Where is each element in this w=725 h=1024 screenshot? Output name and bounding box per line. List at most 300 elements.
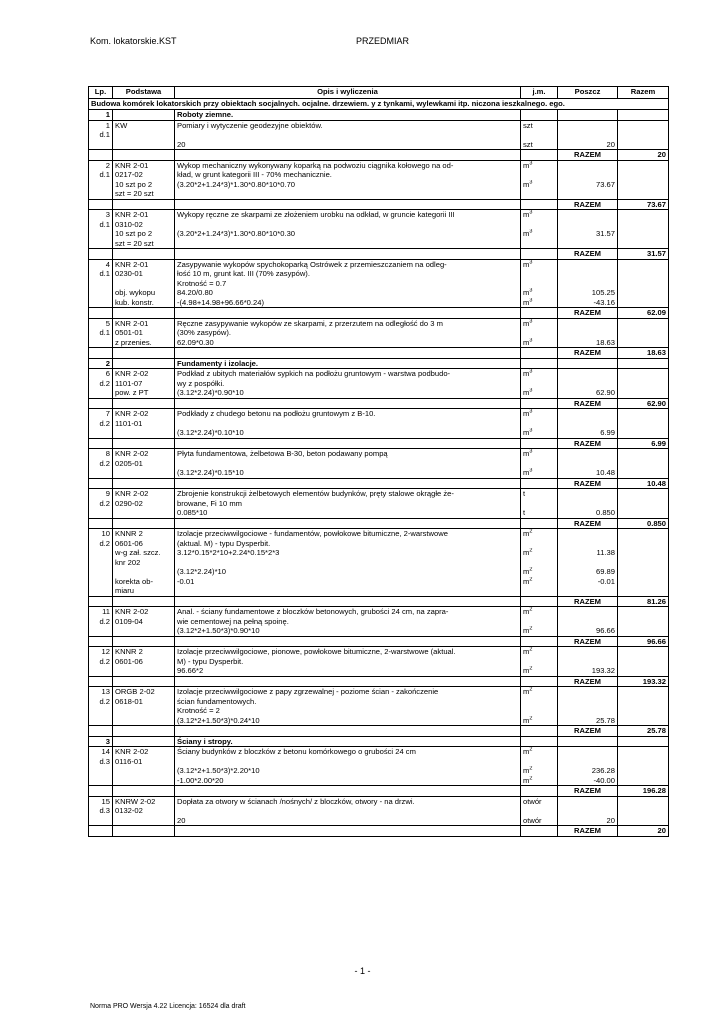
razem-row xyxy=(89,518,669,529)
col-jm: j.m. xyxy=(521,87,558,99)
item-lp xyxy=(89,796,113,826)
cell-line xyxy=(560,706,615,716)
item-lp xyxy=(89,687,113,726)
cell-line xyxy=(115,567,172,577)
razem-value: 25.78 xyxy=(618,726,669,737)
razem-value: 18.63 xyxy=(618,348,669,359)
cell-line: (3.20*2+1.24*3)*1.30*0.80*10*0.70 xyxy=(177,179,296,189)
razem-empty-cell xyxy=(89,398,113,409)
table-row xyxy=(89,160,669,199)
section-row xyxy=(89,110,669,121)
cell-line: (3.12*2.24)*0.15*10 xyxy=(177,468,244,477)
razem-row xyxy=(89,676,669,687)
cell-line xyxy=(560,379,615,389)
cell-line xyxy=(115,468,172,478)
cell-line: 5 xyxy=(105,318,110,328)
razem-label: RAZEM xyxy=(558,636,618,647)
cell-line: d.2 xyxy=(99,538,110,548)
razem-row xyxy=(89,308,669,319)
item-lp xyxy=(89,259,113,308)
razem-label: RAZEM xyxy=(558,596,618,607)
item-opis xyxy=(175,409,521,439)
cell-line xyxy=(523,379,555,389)
cell-line: $m^3$ xyxy=(523,259,533,269)
cell-line: 96.66 xyxy=(595,626,615,635)
cell-line: Podkład z ubitych materiałów sypkich na podłożu gruntowym - warstwa podbudo- xyxy=(177,369,451,378)
razem-empty-cell xyxy=(89,308,113,319)
cell-line xyxy=(560,757,615,767)
cell-line: 96.66*2 xyxy=(177,666,204,675)
item-poszcz xyxy=(558,489,618,519)
item-podstawa xyxy=(113,318,175,348)
section-name: Fundamenty i izolacje. xyxy=(175,358,521,369)
item-lp xyxy=(89,489,113,519)
cell-line: 6 xyxy=(105,369,110,378)
section-podstawa xyxy=(113,736,175,747)
cell-line: korekta ob- xyxy=(115,576,153,586)
cell-line: $m^3$ xyxy=(523,229,533,238)
cell-line: -(4.98+14.98+96.66*0.24) xyxy=(177,297,264,307)
razem-empty-cell xyxy=(113,636,175,647)
razem-empty-cell xyxy=(113,596,175,607)
cell-line xyxy=(523,499,555,509)
razem-empty-cell xyxy=(521,596,558,607)
razem-row xyxy=(89,636,669,647)
item-poszcz xyxy=(558,369,618,399)
cell-line: $m^3$ xyxy=(523,288,533,297)
item-jm xyxy=(521,529,558,597)
cell-line: w-g zał. szcz. xyxy=(115,548,161,557)
item-jm xyxy=(521,607,558,637)
cell-line xyxy=(523,697,555,707)
razem-empty-cell xyxy=(521,438,558,449)
cell-line xyxy=(560,687,615,697)
item-jm xyxy=(521,409,558,439)
item-razem-empty xyxy=(618,160,669,199)
razem-empty-cell xyxy=(113,249,175,260)
razem-empty-cell xyxy=(113,676,175,687)
item-jm xyxy=(521,120,558,150)
razem-empty-cell xyxy=(89,478,113,489)
cell-line xyxy=(523,279,555,289)
razem-row xyxy=(89,199,669,210)
cell-line xyxy=(560,806,615,816)
razem-value: 20 xyxy=(618,150,669,161)
table-row xyxy=(89,747,669,786)
item-podstawa xyxy=(113,210,175,249)
cell-line: pow. z PT xyxy=(115,388,149,397)
item-podstawa xyxy=(113,489,175,519)
cell-line: d.1 xyxy=(99,170,110,179)
razem-empty-cell xyxy=(113,826,175,837)
cell-line: kład, w grunt kategorii III - 70% mechanicznie. xyxy=(177,170,332,179)
cell-line: $m^3$ xyxy=(523,179,533,189)
razem-empty-cell xyxy=(89,348,113,359)
cell-line: 84.20/0.80 xyxy=(177,288,213,297)
razem-value: 31.57 xyxy=(618,249,669,260)
cell-line xyxy=(177,459,518,469)
cell-line xyxy=(115,626,172,636)
cell-line xyxy=(560,220,615,230)
item-lp xyxy=(89,160,113,199)
razem-label: RAZEM xyxy=(558,398,618,409)
cell-line: $m^2$ xyxy=(523,766,533,775)
section-poszcz xyxy=(558,110,618,121)
cell-line: KNNR 2 xyxy=(115,647,143,656)
razem-empty-cell xyxy=(175,150,521,161)
cell-line: d.2 xyxy=(99,696,110,706)
cell-line: $m^3$ xyxy=(523,428,533,437)
item-lp xyxy=(89,120,113,150)
cell-line xyxy=(560,269,615,279)
cell-line xyxy=(560,369,615,379)
razem-empty-cell xyxy=(89,826,113,837)
cell-line: d.2 xyxy=(99,458,110,468)
cell-line: knr 202 xyxy=(115,557,141,567)
razem-value: 0.850 xyxy=(618,518,669,529)
table-body xyxy=(89,99,669,837)
cell-line: $m^2$ xyxy=(523,666,533,675)
cell-line xyxy=(560,489,615,499)
cell-line: d.2 xyxy=(99,616,110,626)
cell-line: $m^2$ xyxy=(523,747,533,756)
cell-line xyxy=(560,279,615,289)
cell-line xyxy=(523,586,555,596)
cell-line: $m^3$ xyxy=(523,468,533,477)
cell-line: otwór xyxy=(523,796,542,806)
cell-line: (3.12*2.24)*0.90*10 xyxy=(177,388,244,397)
cell-line: 1 xyxy=(105,120,110,130)
table-row xyxy=(89,449,669,479)
razem-empty-cell xyxy=(89,676,113,687)
cell-line: -0.01 xyxy=(177,576,195,586)
razem-empty-cell xyxy=(175,438,521,449)
cell-line: 0230-01 xyxy=(115,269,143,278)
cell-line xyxy=(560,161,615,171)
cell-line: szt = 20 szt xyxy=(115,238,154,248)
cell-line: 73.67 xyxy=(595,179,615,189)
item-lp xyxy=(89,318,113,348)
cell-line: 18.63 xyxy=(595,337,615,347)
cell-line: 4 xyxy=(105,259,110,269)
table-row xyxy=(89,687,669,726)
razem-label: RAZEM xyxy=(558,518,618,529)
section-poszcz xyxy=(558,736,618,747)
cell-line: d.2 xyxy=(99,378,110,388)
cell-line: 0205-01 xyxy=(115,458,143,468)
table-row xyxy=(89,120,669,150)
cell-line: Ręczne zasypywanie wykopów ze skarpami, z przerzutem na odległość do 3 m xyxy=(177,318,443,328)
cell-line: 13 xyxy=(101,687,110,696)
cell-line: 0132-02 xyxy=(115,806,143,815)
item-poszcz xyxy=(558,409,618,439)
razem-label: RAZEM xyxy=(558,438,618,449)
cell-line: -43.16 xyxy=(593,297,615,307)
cell-line: 0501-01 xyxy=(115,328,143,337)
item-razem-empty xyxy=(618,529,669,597)
item-jm xyxy=(521,259,558,308)
cell-line: KNR 2-01 xyxy=(115,259,149,269)
cell-line: $m^2$ xyxy=(523,626,533,635)
razem-empty-cell xyxy=(175,726,521,737)
cell-line: KNR 2-02 xyxy=(115,409,149,418)
cell-line: 20 xyxy=(606,139,615,149)
razem-empty-cell xyxy=(89,636,113,647)
item-opis xyxy=(175,489,521,519)
cell-line xyxy=(560,459,615,469)
razem-label: RAZEM xyxy=(558,199,618,210)
razem-row xyxy=(89,398,669,409)
razem-empty-cell xyxy=(89,726,113,737)
item-razem-empty xyxy=(618,607,669,637)
section-name: Roboty ziemne. xyxy=(175,110,521,121)
cell-line: 0116-01 xyxy=(115,756,143,766)
cell-line: d.3 xyxy=(99,806,110,815)
cell-line xyxy=(523,269,555,279)
item-podstawa xyxy=(113,796,175,826)
cell-line xyxy=(523,419,555,429)
razem-empty-cell xyxy=(113,438,175,449)
cell-line: $m^2$ xyxy=(523,548,533,557)
cell-line: (3.20*2+1.24*3)*1.30*0.80*10*0.30 xyxy=(177,229,296,238)
razem-row xyxy=(89,478,669,489)
razem-empty-cell xyxy=(89,786,113,797)
razem-empty-cell xyxy=(113,150,175,161)
cell-line: Izolacje przeciwwilgociowe - fundamentów, powłokowe bitumiczne, 2-warstwowe xyxy=(177,529,448,538)
cell-line: Krotność = 0.7 xyxy=(177,278,227,288)
razem-label: RAZEM xyxy=(558,676,618,687)
table-row xyxy=(89,369,669,399)
page-number: - 1 - xyxy=(354,966,371,976)
item-opis xyxy=(175,747,521,786)
item-podstawa xyxy=(113,449,175,479)
cell-line: 6.99 xyxy=(600,428,615,437)
cell-line: $m^3$ xyxy=(523,210,533,219)
cell-line: KNNR 2 xyxy=(115,529,143,538)
cell-line: 0217-02 xyxy=(115,170,143,179)
razem-value: 196.28 xyxy=(618,786,669,797)
item-podstawa xyxy=(113,747,175,786)
item-jm xyxy=(521,747,558,786)
cell-line xyxy=(560,647,615,657)
razem-empty-cell xyxy=(521,726,558,737)
cell-line: $m^3$ xyxy=(523,449,533,458)
cell-line: 10 szt po 2 xyxy=(115,229,153,238)
cell-line: 0.085*10 xyxy=(177,508,208,517)
section-jm xyxy=(521,736,558,747)
cell-line: Krotność = 2 xyxy=(177,706,220,715)
cell-line: 0290-02 xyxy=(115,498,143,508)
item-lp xyxy=(89,647,113,677)
cell-line xyxy=(115,130,172,140)
cell-line xyxy=(523,617,555,627)
item-razem-empty xyxy=(618,409,669,439)
cell-line: 3 xyxy=(105,210,110,219)
razem-empty-cell xyxy=(89,249,113,260)
cell-line: $m^2$ xyxy=(523,775,533,785)
item-podstawa xyxy=(113,259,175,308)
cell-line: 8 xyxy=(105,449,110,458)
razem-empty-cell xyxy=(175,676,521,687)
przedmiar-table xyxy=(88,86,669,837)
item-razem-empty xyxy=(618,796,669,826)
cell-line: 31.57 xyxy=(595,229,615,238)
cell-line: d.1 xyxy=(99,269,110,278)
cell-line: łość 10 m, grunt kat. III (70% zasypów). xyxy=(177,269,310,278)
cell-line: $m^2$ xyxy=(523,715,533,725)
cell-line: 1101-01 xyxy=(115,418,143,428)
razem-empty-cell xyxy=(521,636,558,647)
cell-line xyxy=(115,776,172,786)
razem-row xyxy=(89,826,669,837)
razem-empty-cell xyxy=(175,348,521,359)
cell-line: (3.12*2+1.50*3)*0.24*10 xyxy=(177,715,260,725)
cell-line: KNR 2-01 xyxy=(115,210,149,219)
col-lp: Lp. xyxy=(89,87,113,99)
razem-label: RAZEM xyxy=(558,786,618,797)
section-razem xyxy=(618,736,669,747)
cell-line: $m^3$ xyxy=(523,337,533,347)
item-razem-empty xyxy=(618,687,669,726)
cell-line xyxy=(560,539,615,549)
item-poszcz xyxy=(558,318,618,348)
cell-line xyxy=(560,617,615,627)
item-podstawa xyxy=(113,409,175,439)
item-opis xyxy=(175,210,521,249)
cell-line: 193.32 xyxy=(591,666,615,675)
cell-line: szt xyxy=(523,139,533,149)
item-razem-empty xyxy=(618,210,669,249)
cell-line xyxy=(560,797,615,807)
cell-line xyxy=(560,319,615,329)
cell-line: 10.48 xyxy=(595,468,615,477)
item-razem-empty xyxy=(618,489,669,519)
cell-line: Izolacje przeciwwilgociowe z papy zgrzewalnej - poziome ścian - zakończenie xyxy=(177,687,439,696)
cell-line: KNR 2-01 xyxy=(115,160,149,170)
section-jm xyxy=(521,358,558,369)
razem-row xyxy=(89,348,669,359)
razem-empty-cell xyxy=(175,518,521,529)
col-razem: Razem xyxy=(618,87,669,99)
item-lp xyxy=(89,210,113,249)
razem-empty-cell xyxy=(521,786,558,797)
cell-line: KNR 2-02 xyxy=(115,489,149,498)
section-number: 3 xyxy=(89,736,113,747)
cell-line xyxy=(523,757,555,767)
razem-empty-cell xyxy=(521,150,558,161)
cell-line xyxy=(560,328,615,338)
item-opis xyxy=(175,120,521,150)
item-jm xyxy=(521,160,558,199)
section-poszcz xyxy=(558,358,618,369)
item-jm xyxy=(521,489,558,519)
cell-line xyxy=(523,189,555,199)
cell-line: 236.28 xyxy=(591,766,615,775)
razem-empty-cell xyxy=(521,249,558,260)
cell-line xyxy=(523,706,555,716)
cell-line xyxy=(560,419,615,429)
cell-line xyxy=(523,328,555,338)
cell-line xyxy=(560,697,615,707)
razem-value: 193.32 xyxy=(618,676,669,687)
cell-line: 2 xyxy=(105,160,110,170)
cell-line xyxy=(523,170,555,180)
razem-empty-cell xyxy=(521,398,558,409)
item-podstawa xyxy=(113,687,175,726)
cell-line: otwór xyxy=(523,815,542,825)
cell-line: 20 xyxy=(606,815,615,825)
cell-line: 20 xyxy=(177,139,186,149)
cell-line xyxy=(177,419,518,429)
razem-empty-cell xyxy=(521,348,558,359)
cell-line: 12 xyxy=(101,647,110,656)
cell-line: (3.12*2+1.50*3)*2.20*10 xyxy=(177,766,260,775)
cell-line xyxy=(177,806,518,816)
cell-line: ORGB 2-02 xyxy=(115,687,155,696)
cell-line xyxy=(177,220,518,230)
section-podstawa xyxy=(113,110,175,121)
cell-line: $m^2$ xyxy=(523,576,533,586)
cell-line: 0601-06 xyxy=(115,538,143,548)
item-poszcz xyxy=(558,120,618,150)
cell-line xyxy=(560,558,615,568)
cell-line: wy z pospółki. xyxy=(177,378,225,388)
cell-line: KNR 2-02 xyxy=(115,747,149,756)
cell-line: M) - typu Dysperbit. xyxy=(177,656,244,666)
item-poszcz xyxy=(558,747,618,786)
cell-line: -0.01 xyxy=(597,576,615,586)
section-number: 1 xyxy=(89,110,113,121)
item-podstawa xyxy=(113,647,175,677)
razem-label: RAZEM xyxy=(558,308,618,319)
cell-line: 1101-07 xyxy=(115,378,143,388)
cell-line: -40.00 xyxy=(593,775,615,785)
cell-line: 9 xyxy=(105,489,110,498)
cell-line: wie cementowej na pełną spoinę. xyxy=(177,616,289,626)
cell-line: d.2 xyxy=(99,656,110,666)
item-jm xyxy=(521,647,558,677)
cell-line xyxy=(523,459,555,469)
razem-value: 73.67 xyxy=(618,199,669,210)
razem-empty-cell xyxy=(521,478,558,489)
cell-line: 10 szt po 2 xyxy=(115,179,153,189)
cell-line xyxy=(560,121,615,131)
cell-line xyxy=(115,140,172,150)
razem-empty-cell xyxy=(113,478,175,489)
razem-label: RAZEM xyxy=(558,348,618,359)
razem-empty-cell xyxy=(175,786,521,797)
item-razem-empty xyxy=(618,369,669,399)
cell-line: miaru xyxy=(115,586,134,595)
razem-empty-cell xyxy=(175,478,521,489)
razem-empty-cell xyxy=(89,199,113,210)
razem-label: RAZEM xyxy=(558,478,618,489)
item-lp xyxy=(89,607,113,637)
razem-value: 62.09 xyxy=(618,308,669,319)
project-title-row xyxy=(89,99,669,110)
cell-line xyxy=(523,239,555,249)
cell-line: Płyta fundamentowa, żelbetowa B-30, beton podawany pompą xyxy=(177,449,388,458)
cell-line: kub. konstr. xyxy=(115,297,154,307)
item-poszcz xyxy=(558,449,618,479)
cell-line xyxy=(560,409,615,419)
cell-line: KNR 2-02 xyxy=(115,369,149,378)
item-lp xyxy=(89,449,113,479)
cell-line: KW xyxy=(115,120,128,130)
cell-line: -1.00*2.00*20 xyxy=(177,775,224,785)
item-poszcz xyxy=(558,210,618,249)
section-name: Ściany i stropy. xyxy=(175,736,521,747)
